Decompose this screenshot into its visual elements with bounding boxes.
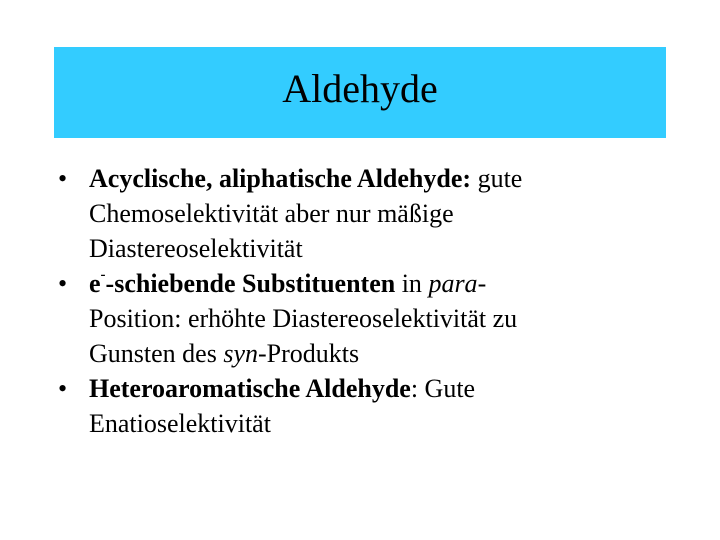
slide-title: Aldehyde: [282, 65, 438, 111]
bullet-dot-icon: •: [58, 269, 68, 298]
bullet-text: Chemoselektivität aber nur mäßige: [89, 199, 454, 228]
bullet-dot-icon: •: [58, 374, 68, 403]
bullet-text: -Produkts: [258, 339, 360, 368]
bullet-lead-text: Acyclische, aliphatische Aldehyde:: [89, 164, 472, 193]
substituent-text: -schiebende Substituenten: [105, 269, 396, 298]
bullet-list: [0, 161, 720, 441]
bullet-text: in: [395, 269, 429, 298]
electron-charge: -: [100, 267, 106, 284]
title-bar: [54, 47, 666, 138]
bullet-text: Position: erhöhte Diastereoselektivität zu: [89, 304, 518, 333]
syn-text: syn: [223, 339, 258, 368]
bullet-text: : Gute: [410, 374, 476, 403]
bullet-text: -: [477, 269, 487, 298]
bullet-text: gute: [471, 164, 523, 193]
para-text: para: [428, 269, 478, 298]
bullet-lead-text: Heteroaromatische Aldehyde: [89, 374, 411, 403]
bullet-item-heteroaromatic: [0, 371, 720, 441]
electron-symbol: e: [89, 269, 101, 298]
bullet-lead-text: [89, 269, 395, 298]
bullet-text: Gunsten des: [89, 339, 224, 368]
bullet-item-acyclic: [0, 161, 720, 266]
bullet-text: Diastereoselektivität: [89, 234, 303, 263]
bullet-item-substituents: [0, 266, 720, 371]
bullet-dot-icon: •: [58, 164, 68, 193]
bullet-text: Enatioselektivität: [89, 409, 271, 438]
